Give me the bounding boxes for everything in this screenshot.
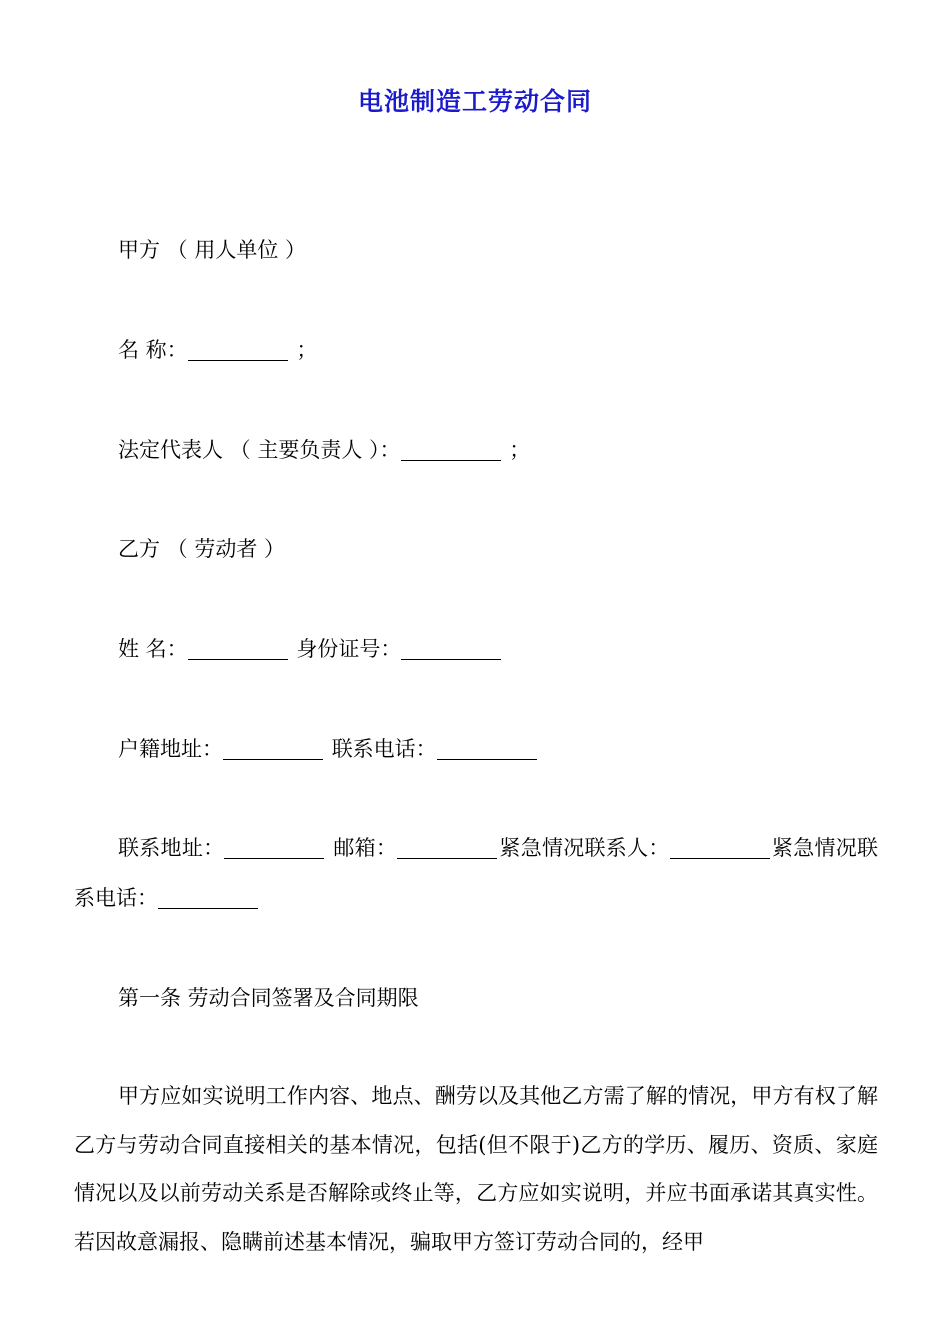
contact-info-paragraph — [74, 823, 878, 923]
id-blank — [401, 637, 501, 660]
household-address-label: 户籍地址： — [118, 737, 223, 761]
legal-rep-label: 法定代表人 （ 主要负责人 ）： — [118, 438, 401, 462]
emergency-contact-label: 紧急情况联系人： — [499, 836, 670, 860]
emergency-phone-label: 紧急情况联系电话： — [74, 836, 879, 910]
contact-address-label: 联系地址： — [118, 836, 225, 860]
email-blank — [397, 836, 497, 859]
email-label: 邮箱： — [333, 836, 398, 860]
party-a-name-label: 名 称： — [118, 338, 188, 362]
party-a-name-blank — [188, 338, 288, 361]
phone-blank — [437, 737, 537, 760]
name-label: 姓 名： — [118, 637, 188, 661]
party-a-heading: 甲方 （ 用人单位 ） — [118, 238, 307, 262]
id-label: 身份证号： — [296, 637, 402, 661]
phone-label: 联系电话： — [331, 737, 437, 761]
legal-rep-line — [118, 435, 530, 465]
household-address-blank — [223, 737, 323, 760]
party-a-name-line — [118, 335, 317, 365]
legal-rep-end: ； — [502, 438, 531, 462]
household-phone-line — [118, 734, 539, 764]
name-blank — [188, 637, 288, 660]
article-one-body: 甲方应如实说明工作内容、地点、酬劳以及其他乙方需了解的情况，甲方有权了解乙方与劳动合同直接相关的基本情况，包括(但不限于)乙方的学历、履历、资质、家庭情况以及以前劳动关系是否解除或终止等，乙方应如实说明，并应书面承诺其真实性。若因故意漏报、隐瞒前述基本情况，骗取甲方签订劳动合同的，经甲 — [74, 1084, 878, 1254]
emergency-contact-blank — [670, 836, 770, 859]
party-a-name-end: ； — [289, 338, 318, 362]
legal-rep-blank — [401, 438, 501, 461]
document-title: 电池制造工劳动合同 — [357, 87, 592, 116]
article-one-heading: 第一条 劳动合同签署及合同期限 — [118, 986, 419, 1010]
party-b-heading: 乙方 （ 劳动者 ） — [118, 537, 286, 561]
emergency-phone-blank — [158, 886, 258, 909]
contact-address-blank — [224, 836, 324, 859]
name-id-line — [118, 634, 503, 664]
